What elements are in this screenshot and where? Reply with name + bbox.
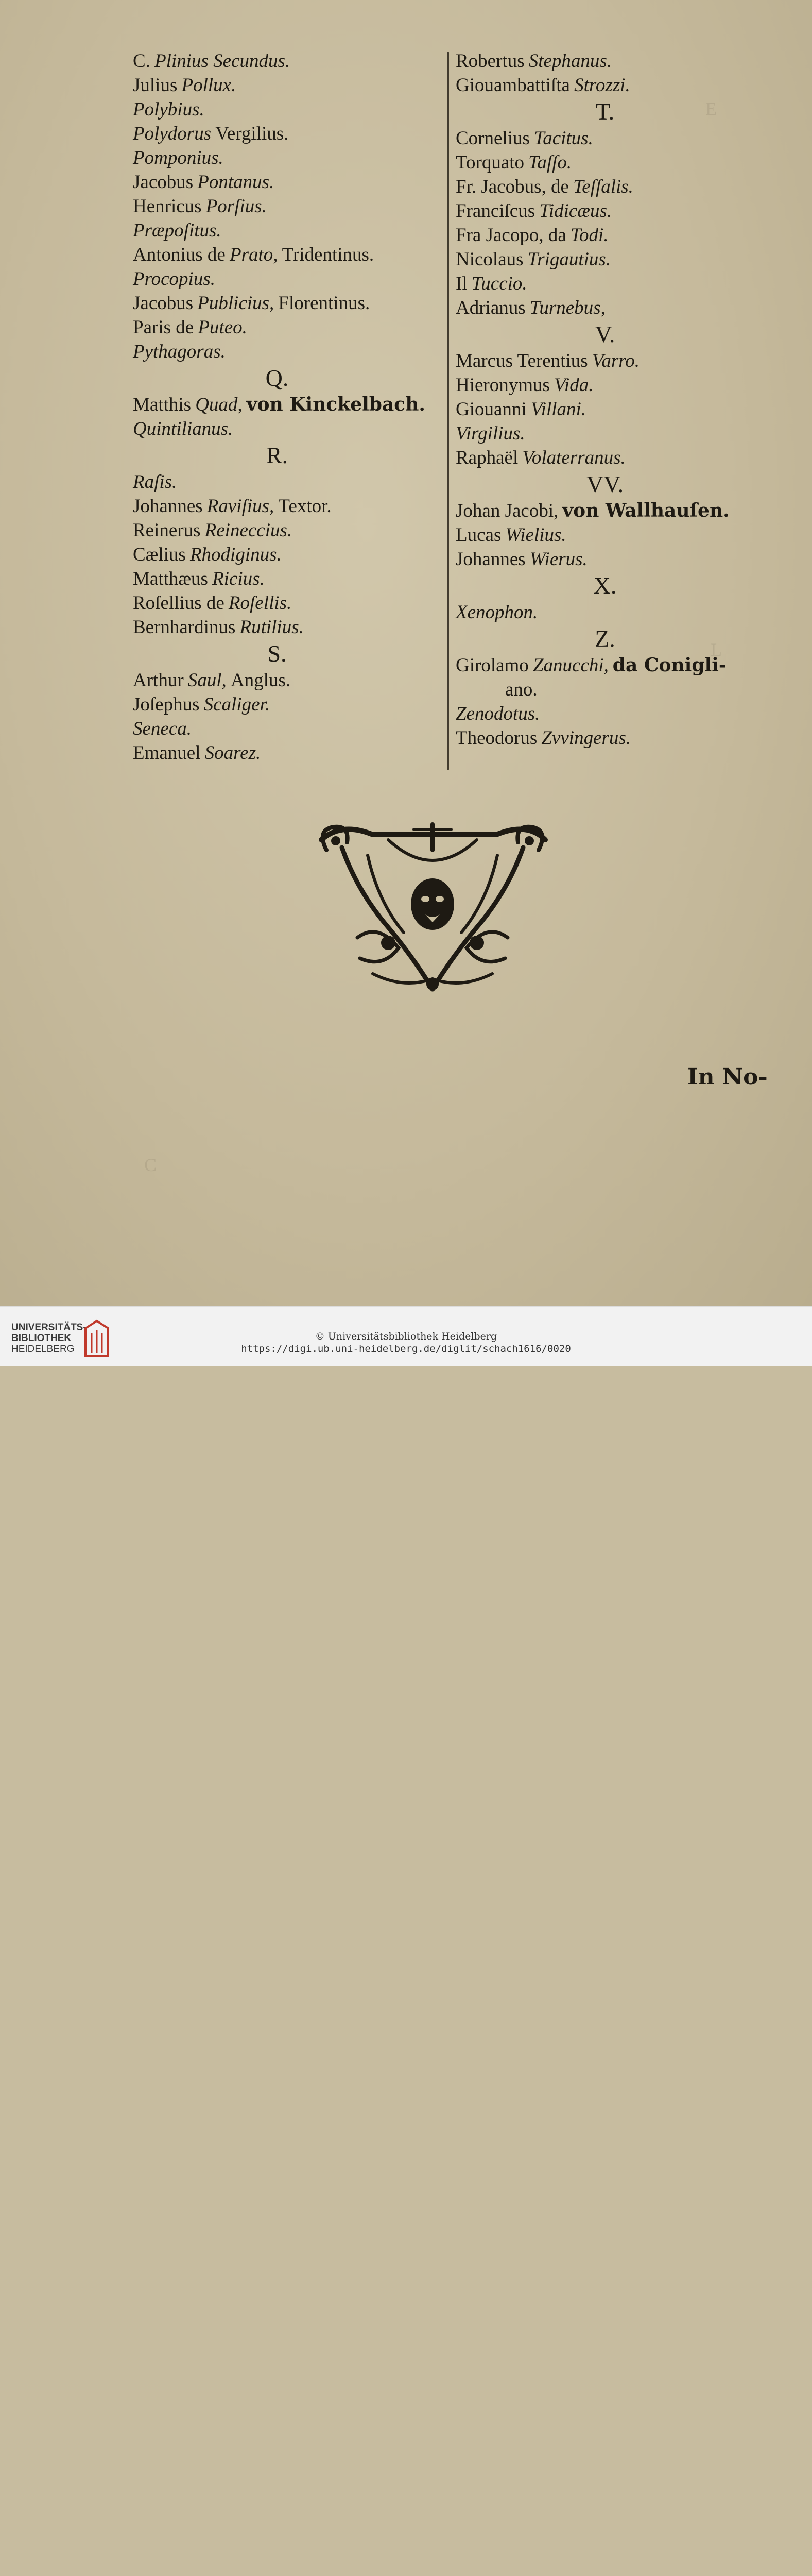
entry-surname: Tidicæus. <box>539 200 612 222</box>
entry-text: Jacobus <box>133 293 194 314</box>
index-entry <box>456 677 775 702</box>
entry-surname: Teſſalis. <box>573 176 633 197</box>
entry-text: Fra Jacopo, da <box>456 225 566 246</box>
entry-surname: Saul, <box>187 670 227 691</box>
index-entry <box>456 726 775 750</box>
entry-text: Arthur <box>133 670 184 691</box>
index-column-right <box>456 49 775 750</box>
entry-text: Roſellius de <box>133 592 224 614</box>
index-entry <box>133 122 442 146</box>
entry-text: Robertus <box>456 50 525 72</box>
index-entry <box>456 600 775 624</box>
entry-surname: Præpoſitus. <box>133 220 221 241</box>
entry-surname: Pontanus. <box>197 172 274 193</box>
entry-text: Raphaël <box>456 447 519 468</box>
index-entry <box>133 49 442 73</box>
index-entry <box>456 49 775 73</box>
entry-surname: Polydorus <box>133 123 212 144</box>
entry-surname: Rhodiginus. <box>189 544 282 565</box>
entry-text: Cælius <box>133 544 186 565</box>
entry-text: Vergilius. <box>215 123 289 144</box>
entry-surname: Raviſius, <box>206 496 274 517</box>
entry-surname: Strozzi. <box>574 75 630 96</box>
entry-surname: Zenodotus. <box>456 703 540 724</box>
ornament-vignette <box>311 819 554 1005</box>
entry-text: Julius <box>133 75 178 96</box>
entry-surname: Raſis. <box>133 471 177 493</box>
entry-text: Tridentinus. <box>282 244 374 265</box>
index-entry <box>456 349 775 373</box>
library-name-line2: BIBLIOTHEK <box>11 1333 72 1344</box>
index-entry <box>133 194 442 218</box>
index-entry <box>456 653 775 677</box>
index-entry <box>456 421 775 446</box>
index-entry <box>456 223 775 247</box>
index-entry <box>133 417 442 441</box>
index-entry <box>133 218 442 243</box>
entry-text: Matthis <box>133 394 192 415</box>
entry-surname: Pythagoras. <box>133 341 226 362</box>
section-letter: R. <box>266 442 288 468</box>
index-entry <box>133 170 442 194</box>
entry-surname: Xenophon. <box>456 602 538 623</box>
entry-surname: Tacitus. <box>534 128 593 149</box>
entry-surname: Soarez. <box>204 742 261 764</box>
entry-text: Matthæus <box>133 568 208 589</box>
entry-text: Adrianus <box>456 297 526 318</box>
entry-surname: Porſius. <box>205 196 267 217</box>
index-entry <box>456 272 775 296</box>
index-entry <box>133 591 442 615</box>
entry-text: Bernhardinus <box>133 617 236 638</box>
entry-surname: Volaterranus. <box>522 447 626 468</box>
show-through-2: L <box>711 639 722 660</box>
entry-surname: Todi. <box>570 225 609 246</box>
index-entry <box>456 175 775 199</box>
index-entry <box>456 150 775 175</box>
index-entry <box>133 243 442 267</box>
entry-surname: Wielius. <box>505 524 566 546</box>
entry-surname: Reineccius. <box>204 520 292 541</box>
entry-surname: Ricius. <box>212 568 265 589</box>
entry-text: Johannes <box>133 496 203 517</box>
entry-surname: Varro. <box>592 350 640 371</box>
entry-surname: Plinius Secundus. <box>154 50 290 72</box>
index-entry <box>133 73 442 97</box>
entry-text: Jacobus <box>133 172 194 193</box>
index-entry <box>133 717 442 741</box>
entry-surname: Prato, <box>229 244 278 265</box>
entry-text: Franciſcus <box>456 200 535 222</box>
index-entry <box>133 741 442 765</box>
entry-surname: Publicius, <box>197 293 274 314</box>
entry-surname: Quad, <box>195 394 243 415</box>
index-entry <box>133 267 442 291</box>
entry-surname: Taſſo. <box>528 152 572 173</box>
index-entry <box>133 393 442 417</box>
entry-surname: Seneca. <box>133 718 192 739</box>
library-name-line3: HEIDELBERG <box>11 1344 75 1354</box>
entry-text: Anglus. <box>230 670 291 691</box>
entry-text: ano. <box>505 679 538 700</box>
entry-text: Reinerus <box>133 520 201 541</box>
entry-text: Hieronymus <box>456 375 550 396</box>
copyright-notice: © Universitätsbibliothek Heidelberg <box>315 1331 497 1342</box>
index-entry <box>133 291 442 315</box>
entry-text: Torquato <box>456 152 525 173</box>
index-entry <box>133 668 442 692</box>
entry-surname: Tuccio. <box>471 273 527 294</box>
index-entry <box>456 446 775 470</box>
index-entry <box>456 523 775 547</box>
entry-text: Paris de <box>133 317 194 338</box>
library-name-line1: UNIVERSITÄTS- <box>11 1322 87 1333</box>
entry-text: Cornelius <box>456 128 530 149</box>
section-letter: VV. <box>586 471 624 497</box>
entry-text: Lucas <box>456 524 502 546</box>
entry-text: Girolamo <box>456 655 529 676</box>
entry-surname: Vida. <box>554 375 594 396</box>
entry-text: Theodorus <box>456 727 538 749</box>
entry-text: Nicolaus <box>456 249 524 270</box>
show-through-1: E <box>705 98 717 119</box>
entry-text: Antonius de <box>133 244 226 265</box>
show-through-3: C <box>144 1155 157 1175</box>
index-entry <box>133 567 442 591</box>
entry-surname: Zvvingerus. <box>541 727 631 749</box>
entry-text: Johan Jacobi, <box>456 500 559 521</box>
index-entry <box>456 499 775 523</box>
index-entry <box>133 615 442 639</box>
section-letter: X. <box>593 572 617 599</box>
entry-text: Johannes <box>456 549 526 570</box>
entry-surname: Stephanus. <box>528 50 612 72</box>
index-entry <box>456 702 775 726</box>
index-entry <box>456 296 775 320</box>
entry-surname: Turnebus, <box>529 297 606 318</box>
index-entry <box>456 373 775 397</box>
entry-surname: Pomponius. <box>133 147 223 168</box>
column-rule <box>447 52 449 770</box>
entry-text: Textor. <box>278 496 332 517</box>
permalink-url[interactable]: https://digi.ub.uni-heidelberg.de/diglit/schach1616/0020 <box>241 1343 571 1354</box>
section-letter: T. <box>595 98 615 125</box>
entry-surname: Rutilius. <box>239 617 304 638</box>
index-entry <box>133 340 442 364</box>
entry-text: C. <box>133 50 150 72</box>
entry-surname: Trigautius. <box>527 249 611 270</box>
entry-text: Joſephus <box>133 694 200 715</box>
index-column-left <box>133 49 442 765</box>
entry-text: Fr. Jacobus, de <box>456 176 569 197</box>
index-entry <box>456 126 775 150</box>
index-entry <box>133 315 442 340</box>
entry-surname: Virgilius. <box>456 423 525 444</box>
entry-text: Giouanni <box>456 399 527 420</box>
index-entry <box>456 199 775 223</box>
index-entry <box>456 397 775 421</box>
index-entry <box>133 97 442 122</box>
entry-surname: Roſellis. <box>228 592 292 614</box>
index-entry <box>133 692 442 717</box>
index-entry <box>456 73 775 97</box>
entry-text: Marcus Terentius <box>456 350 588 371</box>
entry-surname: Procopius. <box>133 268 215 290</box>
index-entry <box>456 547 775 571</box>
entry-surname: Puteo. <box>198 317 247 338</box>
index-entry <box>133 543 442 567</box>
index-entry <box>133 518 442 543</box>
entry-surname: Polybius. <box>133 99 204 120</box>
entry-text: Henricus <box>133 196 202 217</box>
section-letter: Q. <box>265 365 289 391</box>
entry-surname: Zanucchi, <box>532 655 609 676</box>
section-letter: V. <box>595 321 615 347</box>
section-letter: Z. <box>595 625 615 652</box>
index-entry <box>133 494 442 518</box>
entry-text: von Kinckelbach. <box>246 394 425 415</box>
entry-text: von Wallhauſen. <box>562 500 730 521</box>
entry-surname: Wierus. <box>529 549 588 570</box>
entry-surname: Pollux. <box>181 75 236 96</box>
entry-text: Emanuel <box>133 742 201 764</box>
entry-surname: Villani. <box>530 399 586 420</box>
entry-text: Giouambattiſta <box>456 75 570 96</box>
entry-text: da Conigli- <box>612 654 727 676</box>
entry-surname: Quintilianus. <box>133 418 233 439</box>
section-letter: S. <box>267 640 287 667</box>
entry-text: Florentinus. <box>278 293 370 314</box>
index-entry <box>133 470 442 494</box>
catchword: In No- <box>687 1064 768 1090</box>
entry-text: Il <box>456 273 468 294</box>
index-entry <box>133 146 442 170</box>
entry-surname: Scaliger. <box>203 694 270 715</box>
index-entry <box>456 247 775 272</box>
